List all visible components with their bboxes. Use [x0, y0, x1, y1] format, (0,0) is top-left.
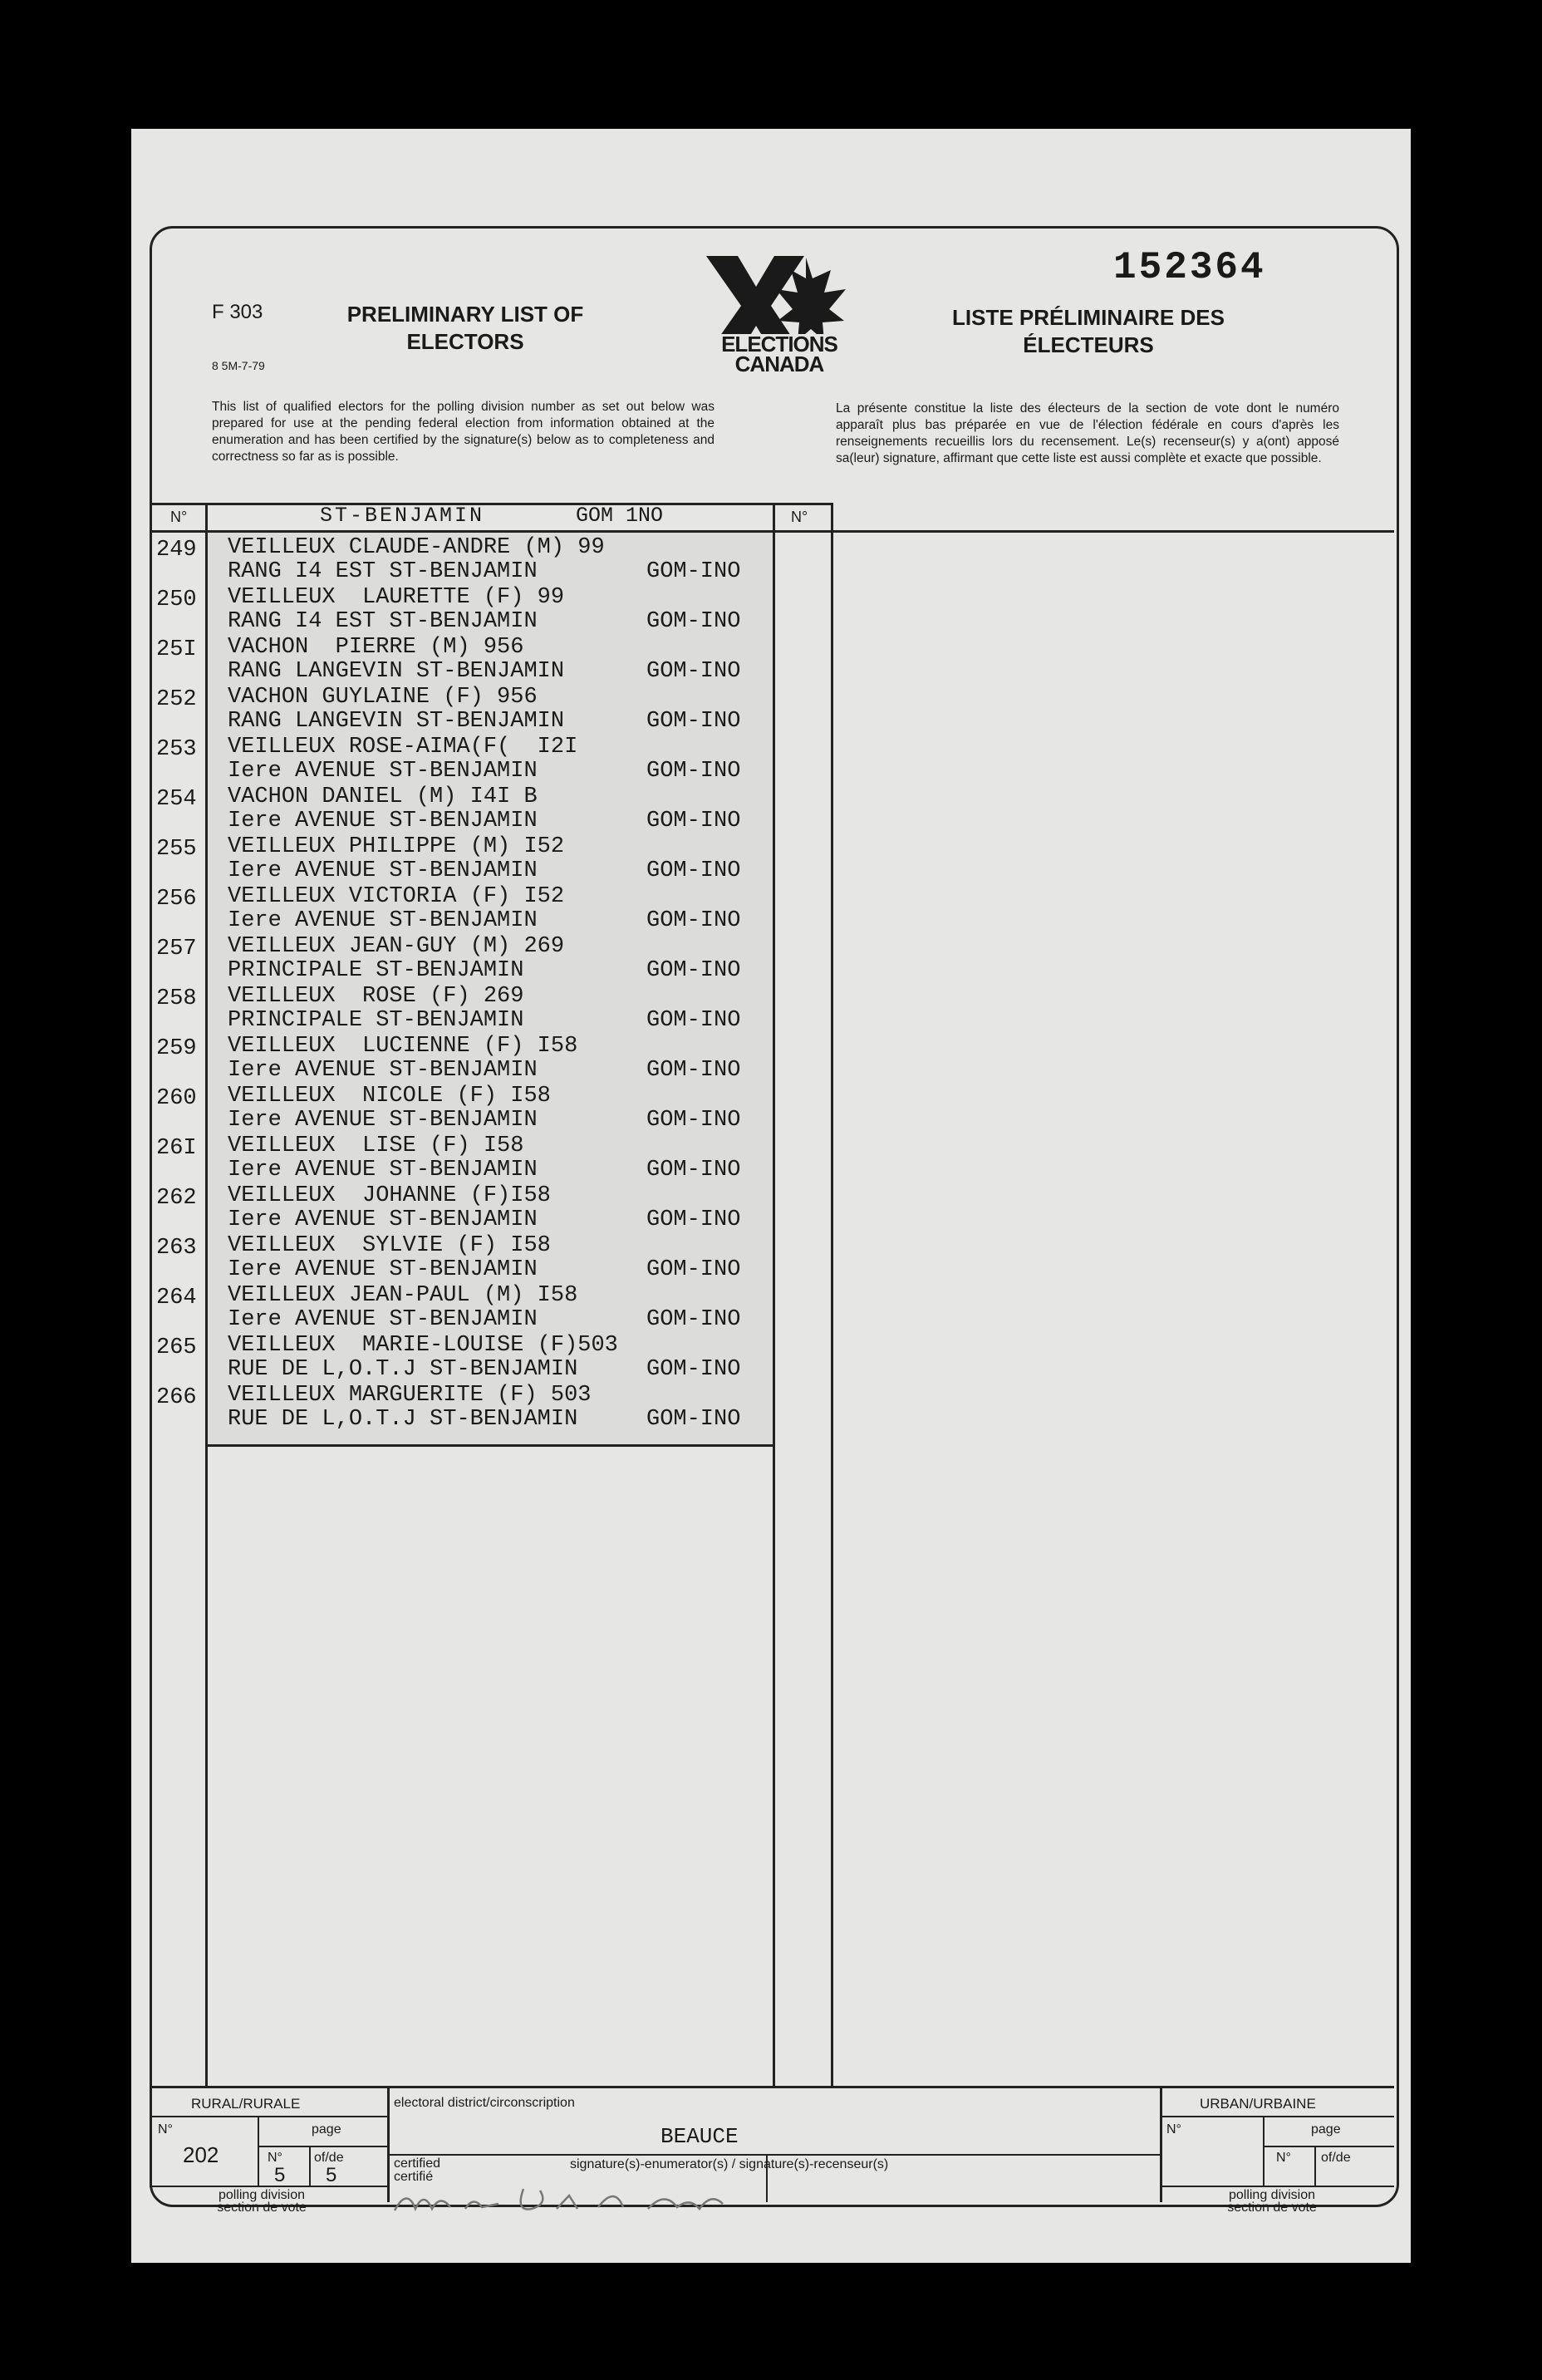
footer-divider-right	[1160, 2086, 1162, 2202]
elector-postal-code: GOM-INO	[646, 958, 741, 983]
entries-end-rule	[208, 1444, 774, 1447]
elector-postal-code: GOM-INO	[646, 1207, 741, 1232]
section-de-vote-label: section de vote	[217, 2201, 307, 2215]
urban-sub-rule	[1160, 2116, 1394, 2117]
rural-ofde-divider	[309, 2146, 311, 2186]
elector-number: 252	[156, 687, 197, 712]
elector-address: Iere AVENUE ST-BENJAMIN	[228, 759, 538, 784]
district-value: BEAUCE	[661, 2124, 739, 2149]
elector-number: 263	[156, 1236, 197, 1261]
rural-page-divider	[258, 2116, 259, 2186]
elector-name: VEILLEUX ROSE-AIMA(F( I2I	[228, 735, 578, 760]
elector-number: 254	[156, 787, 197, 812]
urban-no-label: N°	[1166, 2122, 1181, 2137]
elector-number: 257	[156, 937, 197, 961]
elector-name: VEILLEUX JEAN-PAUL (M) I58	[228, 1283, 578, 1308]
elector-number: 26I	[156, 1136, 197, 1161]
rural-page-label: page	[312, 2122, 341, 2137]
serial-number: 152364	[1113, 246, 1266, 289]
rural-page-sub-rule	[258, 2146, 389, 2147]
footer-top-rule	[150, 2086, 1394, 2088]
urban-label: URBAN/URBAINE	[1200, 2096, 1316, 2112]
rural-bottom-rule	[150, 2186, 389, 2187]
logo-text-canada: CANADA	[734, 352, 824, 376]
elector-address: Iere AVENUE ST-BENJAMIN	[228, 1058, 538, 1083]
district-sub-rule	[387, 2154, 1161, 2156]
elector-name: VEILLEUX PHILIPPE (M) I52	[228, 834, 565, 859]
elector-number: 260	[156, 1086, 197, 1111]
elector-postal-code: GOM-INO	[646, 1108, 741, 1133]
elector-number: 258	[156, 986, 197, 1011]
intro-french: La présente constitue la liste des électeurs de la section de vote dont le numéro apparaît plus bas préparée en vue de l'élection fédérale en cours d'après les renseignements recueillis lors du recensement. Le(s) recenseur(s) y a(ont) apposé sa(leur) signature, affirmant que cette liste est aussi complète et exacte que possible.	[836, 401, 1339, 465]
elector-postal-code: GOM-INO	[646, 759, 741, 784]
elector-number: 256	[156, 887, 197, 912]
elector-postal-code: GOM-INO	[646, 1008, 741, 1033]
urban-page-label: page	[1311, 2122, 1341, 2137]
footer-divider-left	[387, 2086, 390, 2202]
rural-sub-rule	[150, 2116, 389, 2117]
elector-address: Iere AVENUE ST-BENJAMIN	[228, 1158, 538, 1183]
urban-ofde-label: of/de	[1321, 2151, 1351, 2165]
elector-postal-code: GOM-INO	[646, 908, 741, 933]
elector-number: 265	[156, 1335, 197, 1360]
elector-address: RUE DE L,O.T.J ST-BENJAMIN	[228, 1407, 578, 1432]
rural-label: RURAL/RURALE	[191, 2096, 301, 2112]
elector-name: VEILLEUX LUCIENNE (F) I58	[228, 1034, 578, 1059]
urban-ofde-divider	[1314, 2146, 1316, 2186]
elector-address: RANG I4 EST ST-BENJAMIN	[228, 559, 538, 584]
elector-postal-code: GOM-INO	[646, 1058, 741, 1083]
elector-name: VACHON DANIEL (M) I4I B	[228, 784, 538, 809]
elector-number: 264	[156, 1286, 197, 1310]
elector-address: RUE DE L,O.T.J ST-BENJAMIN	[228, 1357, 578, 1382]
urban-page-no-label: N°	[1276, 2151, 1291, 2165]
form-subcode: 8 5M-7-79	[212, 359, 265, 372]
elector-address: Iere AVENUE ST-BENJAMIN	[228, 1207, 538, 1232]
certified-label: certified	[394, 2156, 441, 2171]
elector-name: VEILLEUX CLAUDE-ANDRE (M) 99	[228, 535, 605, 560]
elector-address: RANG I4 EST ST-BENJAMIN	[228, 609, 538, 634]
urban-section-de-vote-label: section de vote	[1227, 2201, 1317, 2215]
elector-name: VACHON GUYLAINE (F) 956	[228, 685, 538, 710]
certifie-label: certifié	[394, 2170, 434, 2184]
page-total: 5	[326, 2164, 337, 2186]
enumerator-signature	[390, 2179, 739, 2228]
elector-number: 255	[156, 837, 197, 862]
page-number: 5	[274, 2164, 286, 2186]
elector-name: VEILLEUX ROSE (F) 269	[228, 984, 524, 1009]
elector-address: RANG LANGEVIN ST-BENJAMIN	[228, 659, 565, 684]
urban-bottom-rule	[1160, 2186, 1394, 2187]
no-column-top-rule	[773, 503, 832, 505]
urban-page-divider	[1263, 2116, 1265, 2186]
header-place: ST-BENJAMIN	[320, 504, 485, 528]
signature-label: signature(s)-enumerator(s) / signature(s)-recenseur(s)	[570, 2157, 889, 2171]
form-code: F 303	[212, 301, 263, 323]
elector-name: VEILLEUX JOHANNE (F)I58	[228, 1183, 551, 1208]
elector-postal-code: GOM-INO	[646, 709, 741, 734]
elector-name: VEILLEUX VICTORIA (F) I52	[228, 884, 565, 909]
elector-address: PRINCIPALE ST-BENJAMIN	[228, 958, 524, 983]
elector-number: 253	[156, 737, 197, 762]
elector-address: Iere AVENUE ST-BENJAMIN	[228, 908, 538, 933]
elector-name: VEILLEUX NICOLE (F) I58	[228, 1084, 551, 1109]
column-divider-left	[773, 503, 775, 2086]
elector-address: Iere AVENUE ST-BENJAMIN	[228, 809, 538, 833]
title-french: LISTE PRÉLIMINAIRE DES ÉLECTEURS	[952, 305, 1225, 357]
elector-number: 249	[156, 538, 197, 563]
elector-address: Iere AVENUE ST-BENJAMIN	[228, 1108, 538, 1133]
rural-ofde-label: of/de	[314, 2151, 344, 2165]
elector-number: 259	[156, 1036, 197, 1061]
elector-number: 262	[156, 1186, 197, 1211]
elector-postal-code: GOM-INO	[646, 1307, 741, 1332]
elector-postal-code: GOM-INO	[646, 1407, 741, 1432]
urban-polling-division-label: polling division	[1228, 2188, 1316, 2202]
elector-number: 250	[156, 588, 197, 612]
elector-postal-code: GOM-INO	[646, 809, 741, 833]
elector-postal-code: GOM-INO	[646, 609, 741, 634]
rural-page-no-label: N°	[268, 2151, 282, 2165]
elector-postal-code: GOM-INO	[646, 1158, 741, 1183]
intro-english: This list of qualified electors for the polling division number as set out below was prepared for use at the pending federal election from information obtained at the enumeration and has been certified by the signature(s) below as to completeness and correctness so far as is possible.	[212, 400, 715, 464]
elector-address: Iere AVENUE ST-BENJAMIN	[228, 1257, 538, 1282]
elector-address: RANG LANGEVIN ST-BENJAMIN	[228, 709, 565, 734]
header-postal-code: GOM 1NO	[576, 504, 664, 528]
polling-division-number: 202	[183, 2142, 219, 2167]
logo-text-elections: ELECTIONS	[721, 332, 837, 357]
elector-postal-code: GOM-INO	[646, 1257, 741, 1282]
elector-name: VEILLEUX LAURETTE (F) 99	[228, 585, 565, 610]
elector-postal-code: GOM-INO	[646, 659, 741, 684]
elector-number: 25I	[156, 637, 197, 662]
elector-name: VEILLEUX LISE (F) I58	[228, 1133, 524, 1158]
elector-postal-code: GOM-INO	[646, 559, 741, 584]
column-divider-right	[831, 503, 833, 2086]
rural-no-label: N°	[158, 2122, 173, 2137]
elector-postal-code: GOM-INO	[646, 1357, 741, 1382]
district-label: electoral district/circonscription	[394, 2096, 575, 2110]
elector-name: VACHON PIERRE (M) 956	[228, 635, 524, 660]
elector-address: Iere AVENUE ST-BENJAMIN	[228, 1307, 538, 1332]
title-english: PRELIMINARY LIST OF ELECTORS	[346, 302, 584, 354]
elector-address: PRINCIPALE ST-BENJAMIN	[228, 1008, 524, 1033]
elector-postal-code: GOM-INO	[646, 858, 741, 883]
polling-division-label: polling division	[218, 2188, 306, 2202]
elector-address: Iere AVENUE ST-BENJAMIN	[228, 858, 538, 883]
column-header-no-right: N°	[791, 509, 808, 525]
elector-name: VEILLEUX MARGUERITE (F) 503	[228, 1383, 592, 1408]
column-header-no: N°	[170, 509, 188, 525]
urban-page-sub-rule	[1263, 2146, 1394, 2147]
elector-name: VEILLEUX MARIE-LOUISE (F)503	[228, 1333, 618, 1358]
elector-name: VEILLEUX SYLVIE (F) I58	[228, 1233, 551, 1258]
elector-name: VEILLEUX JEAN-GUY (M) 269	[228, 934, 565, 959]
elector-number: 266	[156, 1385, 197, 1410]
